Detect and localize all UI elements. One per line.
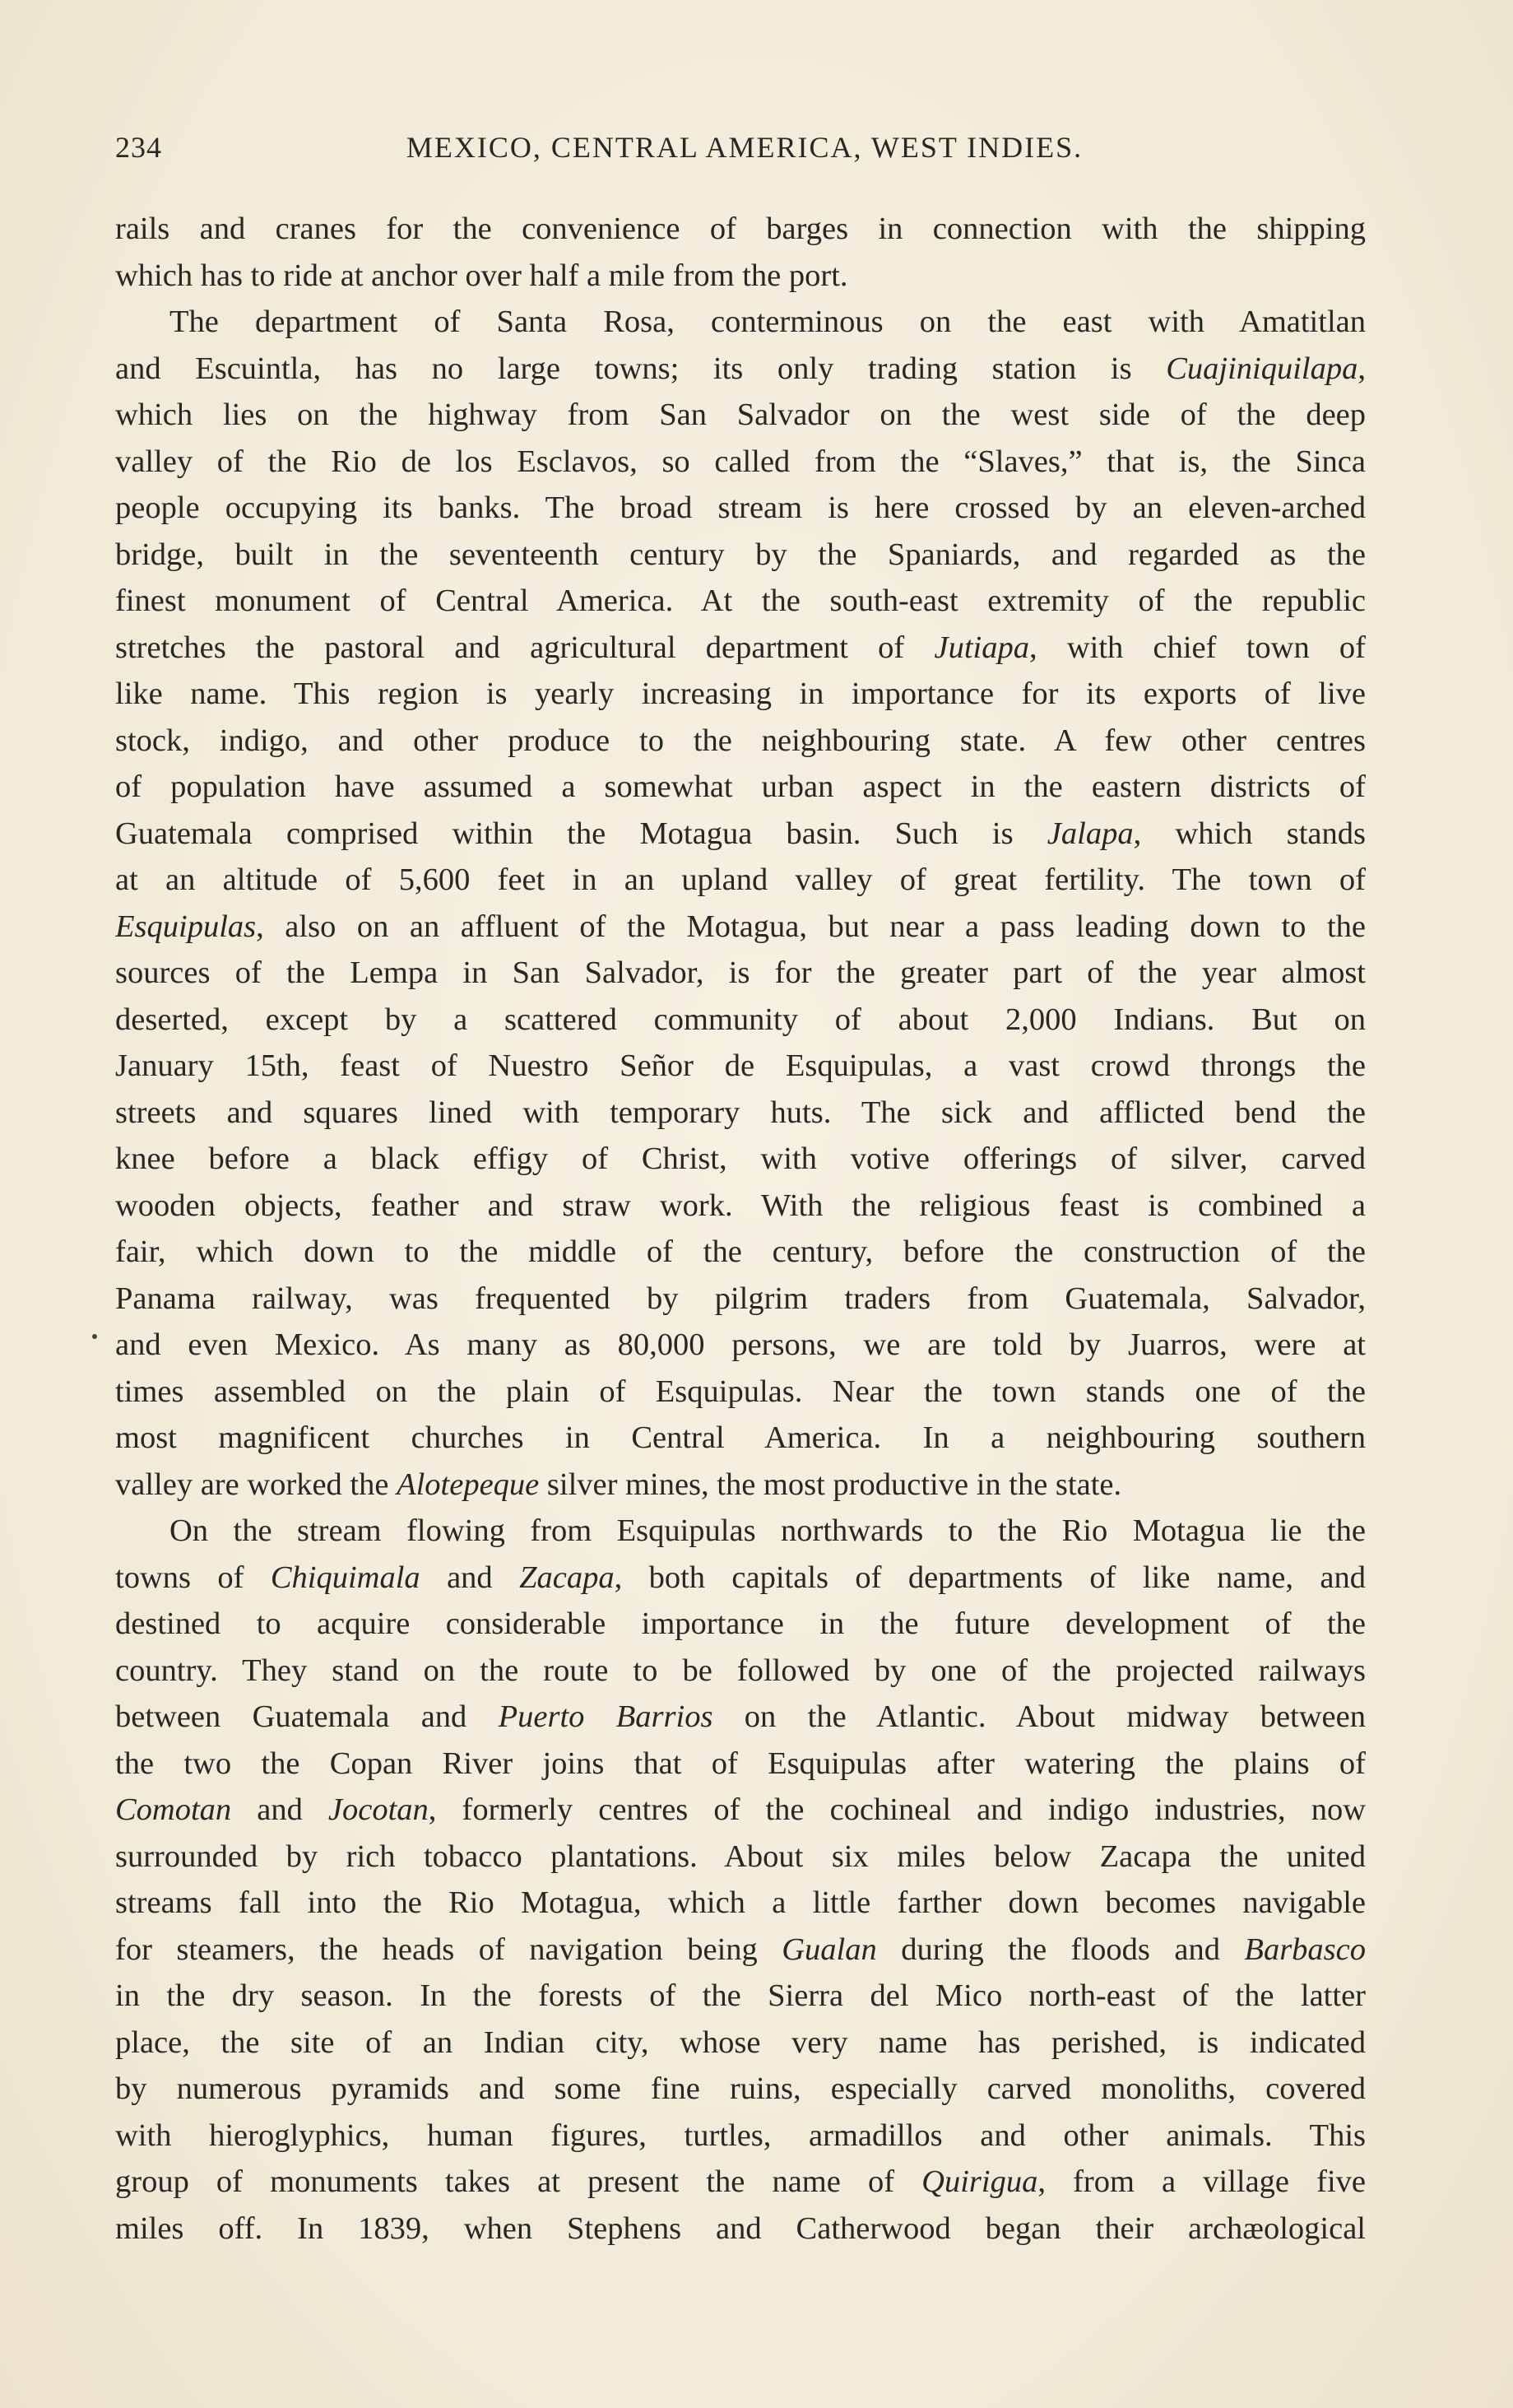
text-line: which has to ride at anchor over half a mile from the port. [115,258,848,293]
text-line: stock, indigo, and other produce to the neighbouring state. A few other centres [115,723,1366,758]
paragraph-1 [115,206,1366,299]
text-line: which lies on the highway from San Salvador on the west side of the deep [115,397,1366,432]
text-line: fair, which down to the middle of the century, before the construction of the [115,1234,1366,1269]
text-line: country. They stand on the route to be followed by one of the projected railways [115,1653,1366,1688]
text-line: sources of the Lempa in San Salvador, is for the greater part of the year almost [115,955,1366,990]
text-line: rails and cranes for the convenience of barges in connection with the shipping [115,212,1366,246]
text-line: destined to acquire considerable importance in the future development of the [115,1606,1366,1641]
text-line: Esquipulas, also on an affluent of the Motagua, but near a pass leading down to the [115,909,1366,944]
running-head [115,130,1374,171]
text-line: finest monument of Central America. At the south-east extremity of the republic [115,583,1366,618]
text-line: On the stream flowing from Esquipulas northwards to the Rio Motagua lie the [169,1513,1366,1548]
text-line: streets and squares lined with temporary huts. The sick and afflicted bend the [115,1095,1366,1130]
text-line: of population have assumed a somewhat urban aspect in the eastern districts of [115,769,1366,804]
text-line: in the dry season. In the forests of the Sierra del Mico north-east of the latter [115,1978,1366,2013]
text-line: wooden objects, feather and straw work. With the religious feast is combined a [115,1188,1366,1223]
text-line: at an altitude of 5,600 feet in an upland valley of great fertility. The town of [115,862,1366,897]
text-line: people occupying its banks. The broad stream is here crossed by an eleven-arched [115,490,1366,525]
text-line: Panama railway, was frequented by pilgrim traders from Guatemala, Salvador, [115,1281,1366,1316]
page-number: 234 [115,131,162,164]
text-line: knee before a black effigy of Christ, with votive offerings of silver, carved [115,1141,1366,1176]
text-line: the two the Copan River joins that of Esquipulas after watering the plains of [115,1746,1366,1781]
running-title: MEXICO, CENTRAL AMERICA, WEST INDIES. [406,131,1084,164]
paragraph-2 [115,299,1366,1508]
text-line: group of monuments takes at present the name of Quirigua, from a village five [115,2164,1366,2199]
text-line: January 15th, feast of Nuestro Señor de Esquipulas, a vast crowd throngs the [115,1048,1366,1083]
text-line: miles off. In 1839, when Stephens and Catherwood began their archæological [115,2210,1366,2246]
text-line: by numerous pyramids and some fine ruins, especially carved monoliths, covered [115,2071,1366,2106]
text-line: The department of Santa Rosa, conterminous on the east with Amatitlan [169,304,1366,339]
text-line: valley of the Rio de los Esclavos, so called from the “Slaves,” that is, the Sinca [115,444,1366,479]
text-line: and even Mexico. As many as 80,000 persons, we are told by Juarros, were at [115,1327,1366,1362]
text-line: streams fall into the Rio Motagua, which a little farther down becomes navigable [115,1885,1366,1920]
text-line: stretches the pastoral and agricultural department of Jutiapa, with chief town of [115,630,1366,665]
text-line: Comotan and Jocotan, formerly centres of the cochineal and indigo industries, now [115,1792,1366,1827]
margin-mark [92,1334,97,1339]
text-line: bridge, built in the seventeenth century by the Spaniards, and regarded as the [115,537,1366,572]
text-line: between Guatemala and Puerto Barrios on the Atlantic. About midway between [115,1699,1366,1734]
text-line: for steamers, the heads of navigation being Gualan during the floods and Barbasco [115,1932,1366,1967]
text-line: and Escuintla, has no large towns; its only trading station is Cuajiniquilapa, [115,351,1366,386]
text-line: towns of Chiquimala and Zacapa, both capitals of departments of like name, and [115,1560,1366,1595]
text-line: valley are worked the Alotepeque silver mines, the most productive in the state. [115,1467,1122,1502]
text-line: Guatemala comprised within the Motagua basin. Such is Jalapa, which stands [115,816,1366,851]
text-line: with hieroglyphics, human figures, turtles, armadillos and other animals. This [115,2117,1366,2153]
text-line: most magnificent churches in Central America. In a neighbouring southern [115,1420,1366,1455]
text-line: place, the site of an Indian city, whose very name has perished, is indicated [115,2024,1366,2060]
paragraph-3 [115,1508,1366,2252]
text-line: deserted, except by a scattered community of about 2,000 Indians. But on [115,1002,1366,1037]
text-line: like name. This region is yearly increasing in importance for its exports of live [115,676,1366,711]
body-text [115,206,1366,2252]
text-line: surrounded by rich tobacco plantations. About six miles below Zacapa the united [115,1839,1366,1874]
text-line: times assembled on the plain of Esquipulas. Near the town stands one of the [115,1374,1366,1409]
